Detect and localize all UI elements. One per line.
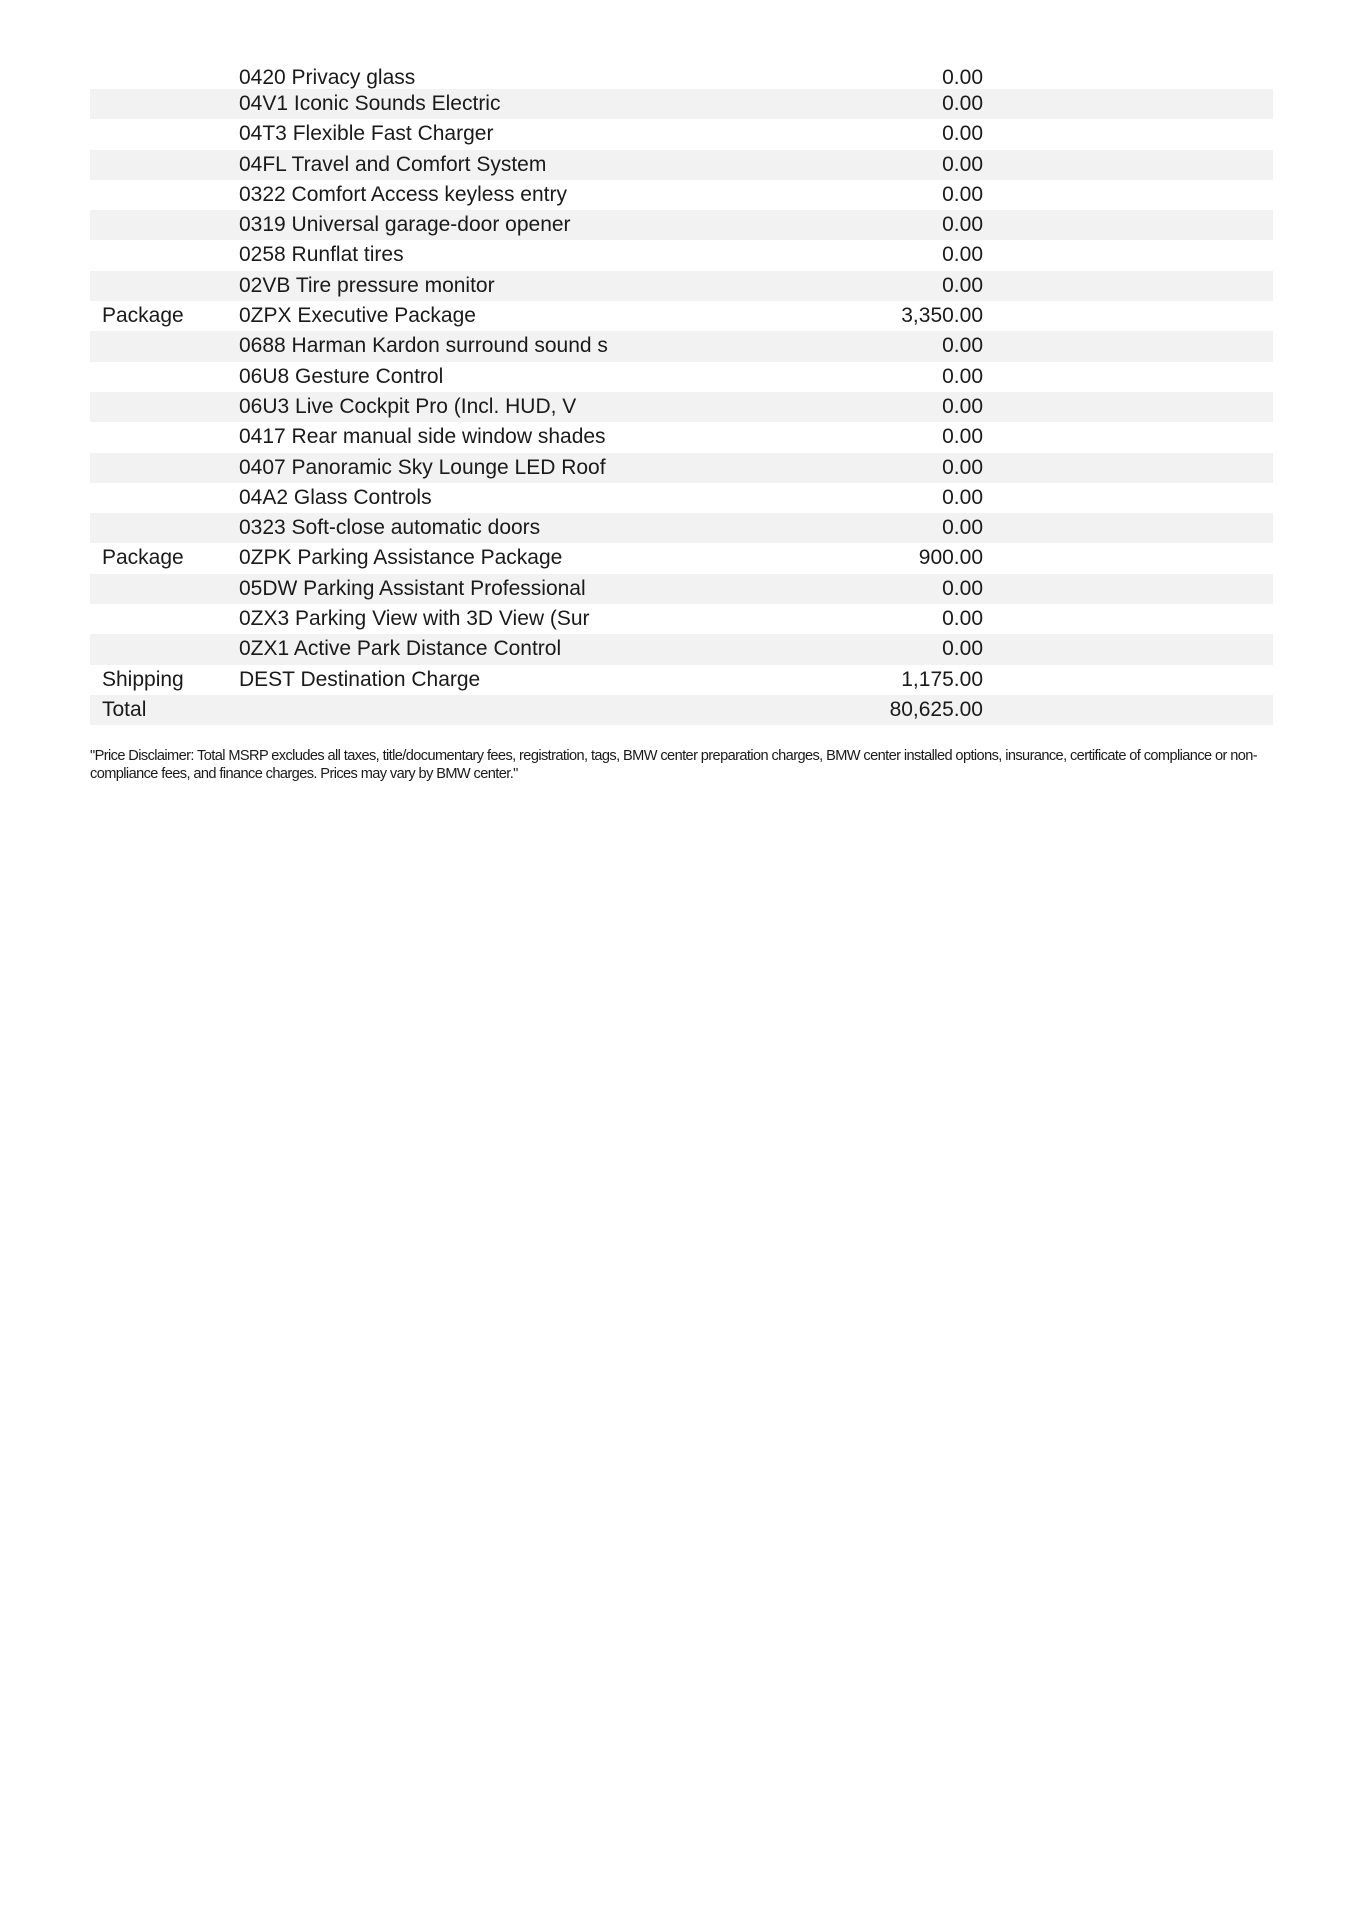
table-row bbox=[90, 150, 1273, 180]
row-description: 0319 Universal garage-door opener bbox=[239, 213, 571, 237]
table-row bbox=[90, 240, 1273, 270]
row-description: 0ZX1 Active Park Distance Control bbox=[239, 637, 562, 661]
row-amount: 0.00 bbox=[942, 485, 983, 509]
row-amount: 0.00 bbox=[942, 455, 983, 479]
table-row bbox=[90, 665, 1273, 695]
row-description: 0323 Soft-close automatic doors bbox=[239, 516, 541, 540]
row-amount: 0.00 bbox=[942, 607, 983, 631]
row-amount: 3,350.00 bbox=[901, 304, 983, 328]
row-description: 06U8 Gesture Control bbox=[239, 364, 444, 388]
table-row bbox=[90, 89, 1273, 119]
table-row bbox=[90, 65, 1273, 89]
price-table bbox=[90, 65, 1273, 725]
table-row bbox=[90, 483, 1273, 513]
row-description: 06U3 Live Cockpit Pro (Incl. HUD, V bbox=[239, 394, 577, 418]
total-amount: 80,625.00 bbox=[889, 697, 983, 721]
row-description: 0688 Harman Kardon surround sound s bbox=[239, 334, 608, 358]
row-description: 04FL Travel and Comfort System bbox=[239, 152, 547, 176]
table-row bbox=[90, 604, 1273, 634]
row-amount: 0.00 bbox=[942, 576, 983, 600]
table-row bbox=[90, 543, 1273, 573]
table-row bbox=[90, 119, 1273, 149]
row-description: 0ZPX Executive Package bbox=[239, 304, 476, 328]
table-row bbox=[90, 180, 1273, 210]
row-description: 0407 Panoramic Sky Lounge LED Roof bbox=[239, 455, 606, 479]
row-amount: 0.00 bbox=[942, 182, 983, 206]
row-description: 0322 Comfort Access keyless entry bbox=[239, 182, 567, 206]
table-row bbox=[90, 422, 1273, 452]
row-category: Package bbox=[102, 304, 184, 328]
row-amount: 0.00 bbox=[942, 66, 983, 89]
price-disclaimer: "Price Disclaimer: Total MSRP excludes all taxes, title/documentary fees, registration, tags, BMW center preparation charges, BMW center installed options, insurance, certificate of compliance or non-compliance fees, and finance charges. Prices may vary by BMW center." bbox=[90, 748, 1258, 782]
table-row bbox=[90, 513, 1273, 543]
row-amount: 0.00 bbox=[942, 637, 983, 661]
row-description: 02VB Tire pressure monitor bbox=[239, 273, 495, 297]
table-row bbox=[90, 362, 1273, 392]
row-description: DEST Destination Charge bbox=[239, 667, 481, 691]
row-amount: 1,175.00 bbox=[901, 667, 983, 691]
table-row bbox=[90, 210, 1273, 240]
row-description: 04V1 Iconic Sounds Electric bbox=[239, 92, 501, 115]
row-amount: 0.00 bbox=[942, 122, 983, 146]
table-row bbox=[90, 453, 1273, 483]
table-row bbox=[90, 574, 1273, 604]
row-amount: 0.00 bbox=[942, 334, 983, 358]
row-amount: 0.00 bbox=[942, 243, 983, 267]
row-description: 0258 Runflat tires bbox=[239, 243, 404, 267]
table-row bbox=[90, 301, 1273, 331]
row-amount: 0.00 bbox=[942, 152, 983, 176]
table-row bbox=[90, 331, 1273, 361]
total-label: Total bbox=[102, 697, 147, 721]
row-description: 04T3 Flexible Fast Charger bbox=[239, 122, 494, 146]
row-amount: 0.00 bbox=[942, 273, 983, 297]
table-row bbox=[90, 392, 1273, 422]
row-description: 0420 Privacy glass bbox=[239, 66, 416, 89]
row-amount: 0.00 bbox=[942, 92, 983, 115]
row-category: Shipping bbox=[102, 667, 184, 691]
row-description: 05DW Parking Assistant Professional bbox=[239, 576, 586, 600]
row-description: 0ZPK Parking Assistance Package bbox=[239, 546, 563, 570]
row-amount: 0.00 bbox=[942, 364, 983, 388]
row-amount: 900.00 bbox=[918, 546, 983, 570]
row-description: 0417 Rear manual side window shades bbox=[239, 425, 606, 449]
row-amount: 0.00 bbox=[942, 425, 983, 449]
row-description: 0ZX3 Parking View with 3D View (Sur bbox=[239, 607, 590, 631]
table-row bbox=[90, 271, 1273, 301]
row-description: 04A2 Glass Controls bbox=[239, 485, 432, 509]
total-row bbox=[90, 695, 1273, 725]
table-row bbox=[90, 634, 1273, 664]
row-category: Package bbox=[102, 546, 184, 570]
row-amount: 0.00 bbox=[942, 516, 983, 540]
row-amount: 0.00 bbox=[942, 213, 983, 237]
row-amount: 0.00 bbox=[942, 394, 983, 418]
